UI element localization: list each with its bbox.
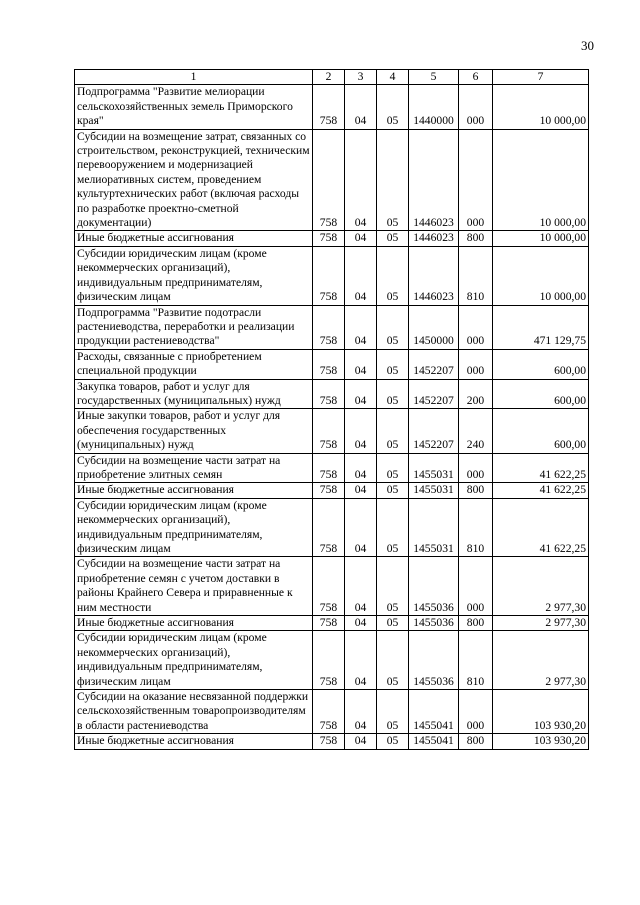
expense-type-cell: 000 <box>459 305 493 349</box>
table-row <box>75 616 589 631</box>
table-row <box>75 690 589 734</box>
amount-cell: 10 000,00 <box>493 129 589 231</box>
table-row <box>75 453 589 483</box>
item-name-cell: Подпрограмма "Развитие мелиорации сельскохозяйственных земель Приморского края" <box>75 85 313 129</box>
expense-type-cell: 000 <box>459 690 493 734</box>
subsection-code-cell: 05 <box>377 631 409 690</box>
subsection-code-cell: 05 <box>377 409 409 453</box>
item-name-cell: Субсидии на возмещение части затрат на приобретение семян с учетом доставки в районы Крайнего Севера и приравненные к ним местности <box>75 557 313 616</box>
section-code-cell: 04 <box>345 231 377 246</box>
target-article-cell: 1450000 <box>409 305 459 349</box>
amount-cell: 600,00 <box>493 379 589 409</box>
header-cell-1: 1 <box>75 70 313 85</box>
subsection-code-cell: 05 <box>377 498 409 557</box>
subsection-code-cell: 05 <box>377 305 409 349</box>
table-row <box>75 734 589 749</box>
expense-type-cell: 800 <box>459 616 493 631</box>
ministry-code-cell: 758 <box>313 631 345 690</box>
item-name-cell: Иные бюджетные ассигнования <box>75 734 313 749</box>
header-cell-6: 6 <box>459 70 493 85</box>
item-name-cell: Субсидии на оказание несвязанной поддержки сельскохозяйственным товаропроизводителям в области растениеводства <box>75 690 313 734</box>
table-row <box>75 231 589 246</box>
amount-cell: 10 000,00 <box>493 85 589 129</box>
table-row <box>75 379 589 409</box>
table-row <box>75 631 589 690</box>
amount-cell: 41 622,25 <box>493 453 589 483</box>
section-code-cell: 04 <box>345 631 377 690</box>
item-name-cell: Субсидии юридическим лицам (кроме некоммерческих организаций), индивидуальным предпринимателям, физическим лицам <box>75 246 313 305</box>
item-name-cell: Расходы, связанные с приобретением специальной продукции <box>75 349 313 379</box>
amount-cell: 103 930,20 <box>493 690 589 734</box>
budget-table <box>74 69 589 750</box>
item-name-cell: Иные бюджетные ассигнования <box>75 616 313 631</box>
header-cell-4: 4 <box>377 70 409 85</box>
subsection-code-cell: 05 <box>377 85 409 129</box>
amount-cell: 2 977,30 <box>493 616 589 631</box>
subsection-code-cell: 05 <box>377 734 409 749</box>
subsection-code-cell: 05 <box>377 690 409 734</box>
ministry-code-cell: 758 <box>313 85 345 129</box>
table-row <box>75 349 589 379</box>
target-article-cell: 1455031 <box>409 498 459 557</box>
header-row <box>75 70 589 85</box>
ministry-code-cell: 758 <box>313 453 345 483</box>
amount-cell: 471 129,75 <box>493 305 589 349</box>
ministry-code-cell: 758 <box>313 690 345 734</box>
ministry-code-cell: 758 <box>313 379 345 409</box>
amount-cell: 2 977,30 <box>493 631 589 690</box>
target-article-cell: 1440000 <box>409 85 459 129</box>
page-number: 30 <box>581 38 594 53</box>
table-body <box>75 85 589 749</box>
target-article-cell: 1455041 <box>409 690 459 734</box>
target-article-cell: 1455036 <box>409 557 459 616</box>
target-article-cell: 1452207 <box>409 409 459 453</box>
target-article-cell: 1455031 <box>409 453 459 483</box>
expense-type-cell: 800 <box>459 734 493 749</box>
expense-type-cell: 810 <box>459 631 493 690</box>
amount-cell: 103 930,20 <box>493 734 589 749</box>
subsection-code-cell: 05 <box>377 246 409 305</box>
header-cell-7: 7 <box>493 70 589 85</box>
target-article-cell: 1452207 <box>409 379 459 409</box>
section-code-cell: 04 <box>345 483 377 498</box>
subsection-code-cell: 05 <box>377 616 409 631</box>
table-row <box>75 246 589 305</box>
expense-type-cell: 800 <box>459 231 493 246</box>
amount-cell: 41 622,25 <box>493 483 589 498</box>
expense-type-cell: 000 <box>459 453 493 483</box>
item-name-cell: Закупка товаров, работ и услуг для государственных (муниципальных) нужд <box>75 379 313 409</box>
ministry-code-cell: 758 <box>313 557 345 616</box>
ministry-code-cell: 758 <box>313 349 345 379</box>
section-code-cell: 04 <box>345 616 377 631</box>
item-name-cell: Иные закупки товаров, работ и услуг для обеспечения государственных (муниципальных) нужд <box>75 409 313 453</box>
item-name-cell: Субсидии юридическим лицам (кроме некоммерческих организаций), индивидуальным предпринимателям, физическим лицам <box>75 631 313 690</box>
header-cell-5: 5 <box>409 70 459 85</box>
expense-type-cell: 800 <box>459 483 493 498</box>
target-article-cell: 1455036 <box>409 616 459 631</box>
table-row <box>75 483 589 498</box>
section-code-cell: 04 <box>345 690 377 734</box>
table-row <box>75 557 589 616</box>
expense-type-cell: 810 <box>459 246 493 305</box>
target-article-cell: 1446023 <box>409 231 459 246</box>
ministry-code-cell: 758 <box>313 129 345 231</box>
subsection-code-cell: 05 <box>377 557 409 616</box>
target-article-cell: 1446023 <box>409 129 459 231</box>
table-row <box>75 129 589 231</box>
subsection-code-cell: 05 <box>377 453 409 483</box>
subsection-code-cell: 05 <box>377 379 409 409</box>
ministry-code-cell: 758 <box>313 409 345 453</box>
table-row <box>75 85 589 129</box>
section-code-cell: 04 <box>345 379 377 409</box>
section-code-cell: 04 <box>345 734 377 749</box>
ministry-code-cell: 758 <box>313 616 345 631</box>
header-cell-3: 3 <box>345 70 377 85</box>
ministry-code-cell: 758 <box>313 498 345 557</box>
section-code-cell: 04 <box>345 129 377 231</box>
expense-type-cell: 000 <box>459 85 493 129</box>
target-article-cell: 1455031 <box>409 483 459 498</box>
section-code-cell: 04 <box>345 409 377 453</box>
amount-cell: 2 977,30 <box>493 557 589 616</box>
ministry-code-cell: 758 <box>313 246 345 305</box>
expense-type-cell: 810 <box>459 498 493 557</box>
table-header <box>75 70 589 85</box>
ministry-code-cell: 758 <box>313 305 345 349</box>
amount-cell: 41 622,25 <box>493 498 589 557</box>
section-code-cell: 04 <box>345 246 377 305</box>
section-code-cell: 04 <box>345 349 377 379</box>
item-name-cell: Подпрограмма "Развитие подотрасли растениеводства, переработки и реализации продукции растениеводства" <box>75 305 313 349</box>
amount-cell: 600,00 <box>493 409 589 453</box>
target-article-cell: 1455036 <box>409 631 459 690</box>
table-row <box>75 498 589 557</box>
target-article-cell: 1452207 <box>409 349 459 379</box>
subsection-code-cell: 05 <box>377 349 409 379</box>
expense-type-cell: 000 <box>459 129 493 231</box>
item-name-cell: Иные бюджетные ассигнования <box>75 231 313 246</box>
expense-type-cell: 200 <box>459 379 493 409</box>
table-row <box>75 409 589 453</box>
subsection-code-cell: 05 <box>377 231 409 246</box>
amount-cell: 10 000,00 <box>493 246 589 305</box>
section-code-cell: 04 <box>345 305 377 349</box>
section-code-cell: 04 <box>345 498 377 557</box>
section-code-cell: 04 <box>345 453 377 483</box>
section-code-cell: 04 <box>345 85 377 129</box>
item-name-cell: Субсидии юридическим лицам (кроме некоммерческих организаций), индивидуальным предпринимателям, физическим лицам <box>75 498 313 557</box>
header-cell-2: 2 <box>313 70 345 85</box>
ministry-code-cell: 758 <box>313 483 345 498</box>
table-row <box>75 305 589 349</box>
expense-type-cell: 000 <box>459 557 493 616</box>
subsection-code-cell: 05 <box>377 483 409 498</box>
target-article-cell: 1455041 <box>409 734 459 749</box>
amount-cell: 10 000,00 <box>493 231 589 246</box>
subsection-code-cell: 05 <box>377 129 409 231</box>
expense-type-cell: 240 <box>459 409 493 453</box>
ministry-code-cell: 758 <box>313 734 345 749</box>
target-article-cell: 1446023 <box>409 246 459 305</box>
item-name-cell: Субсидии на возмещение затрат, связанных со строительством, реконструкцией, техническим перевооружением и модернизацией мелиоративных систем, проведением культуртехнических работ (включая расходы по разработке проектно-сметной документации) <box>75 129 313 231</box>
ministry-code-cell: 758 <box>313 231 345 246</box>
expense-type-cell: 000 <box>459 349 493 379</box>
section-code-cell: 04 <box>345 557 377 616</box>
amount-cell: 600,00 <box>493 349 589 379</box>
item-name-cell: Субсидии на возмещение части затрат на приобретение элитных семян <box>75 453 313 483</box>
item-name-cell: Иные бюджетные ассигнования <box>75 483 313 498</box>
